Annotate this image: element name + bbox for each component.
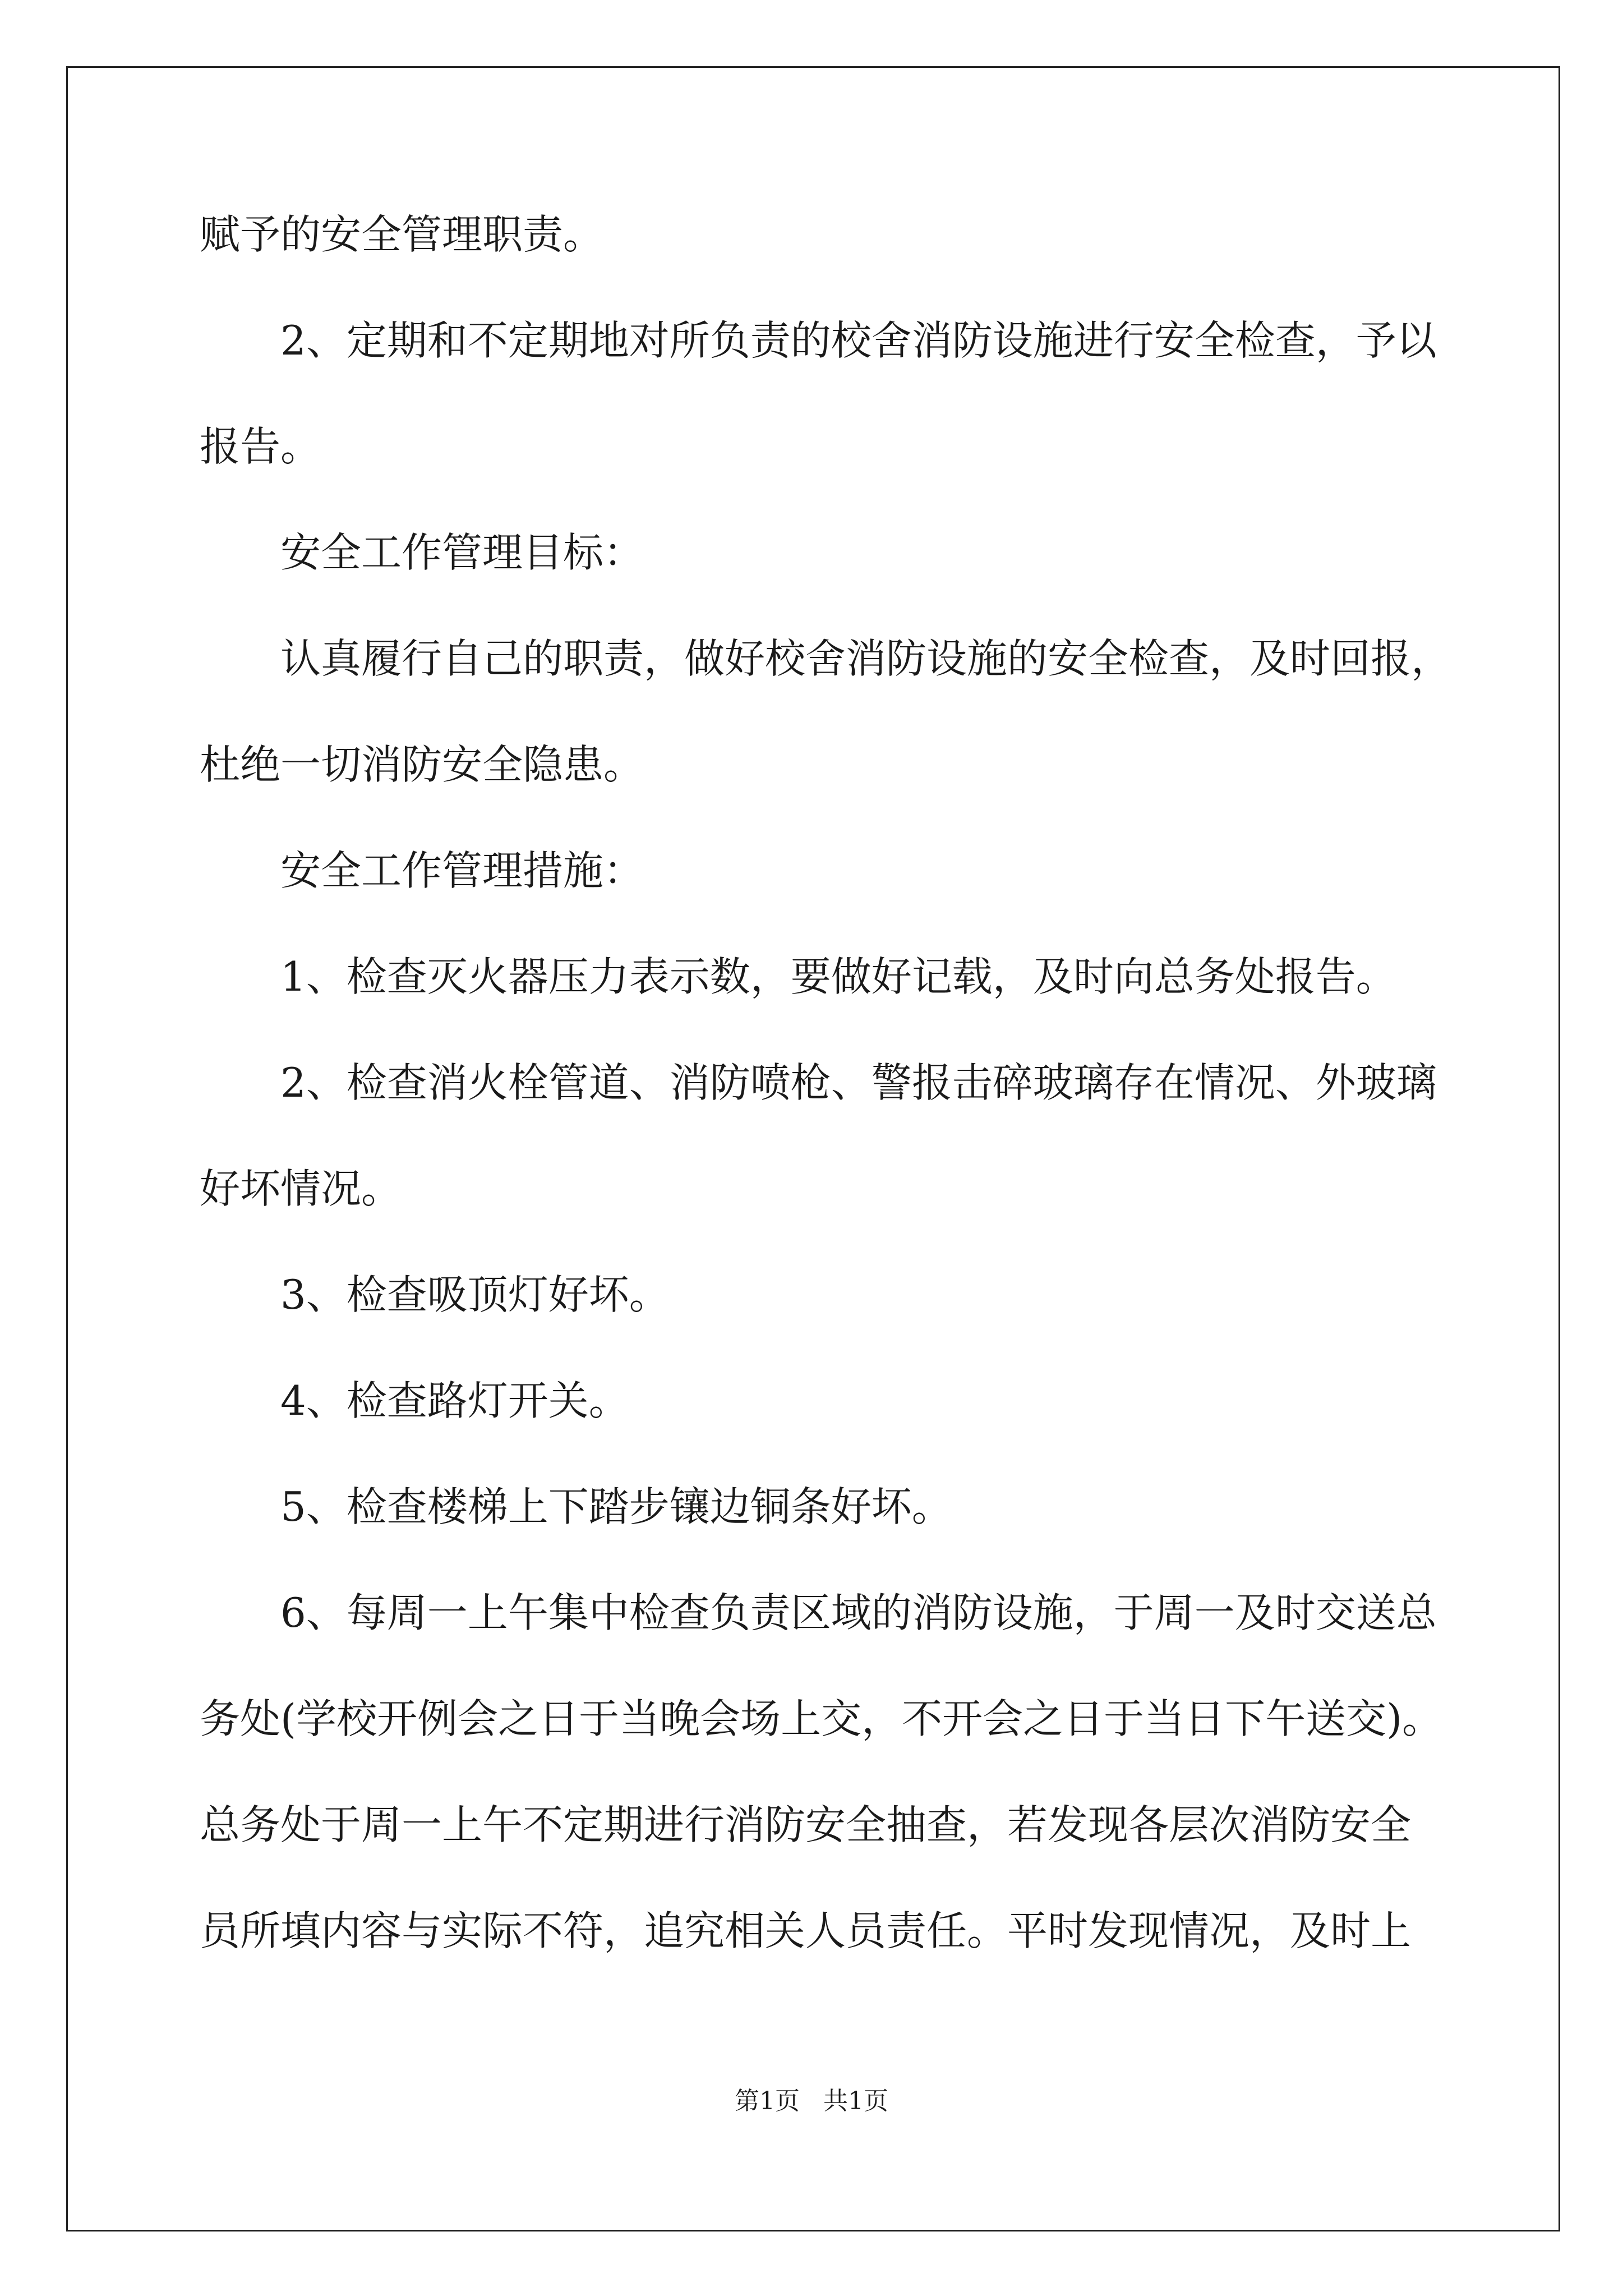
- list-item: 1、检查灭火器压力表示数，要做好记载，及时向总务处报告。: [280, 953, 1396, 1000]
- list-item: 5、检查楼梯上下踏步镶边铜条好坏。: [280, 1483, 952, 1530]
- paragraph-line: 赋予的安全管理职责。: [200, 211, 604, 258]
- section-heading: 安全工作管理措施：: [280, 847, 644, 894]
- paragraph-line: 报告。: [200, 423, 321, 470]
- list-item: 3、检查吸顶灯好坏。: [280, 1271, 670, 1318]
- paragraph-line: 杜绝一切消防安全隐患。: [200, 741, 644, 788]
- list-item: 4、检查路灯开关。: [280, 1377, 629, 1424]
- list-item: 2、检查消火栓管道、消防喷枪、警报击碎玻璃存在情况、外玻璃: [280, 1059, 1437, 1106]
- paragraph-line: 好坏情况。: [200, 1165, 402, 1212]
- list-item: 6、每周一上午集中检查负责区域的消防设施，于周一及时交送总: [280, 1589, 1437, 1636]
- paragraph-line: 务处(学校开例会之日于当晚会场上交，不开会之日于当日下午送交)。: [200, 1695, 1443, 1742]
- section-heading: 安全工作管理目标：: [280, 529, 644, 576]
- paragraph-line: 总务处于周一上午不定期进行消防安全抽查，若发现各层次消防安全: [200, 1801, 1412, 1848]
- paragraph-line: 员所填内容与实际不符，追究相关人员责任。平时发现情况，及时上: [200, 1907, 1412, 1954]
- page-number-footer: 第1页 共1页: [735, 2087, 888, 2115]
- paragraph-line: 认真履行自己的职责，做好校舍消防设施的安全检查，及时回报，: [280, 635, 1452, 682]
- paragraph-line: 2、定期和不定期地对所负责的校舍消防设施进行安全检查，予以: [280, 317, 1437, 364]
